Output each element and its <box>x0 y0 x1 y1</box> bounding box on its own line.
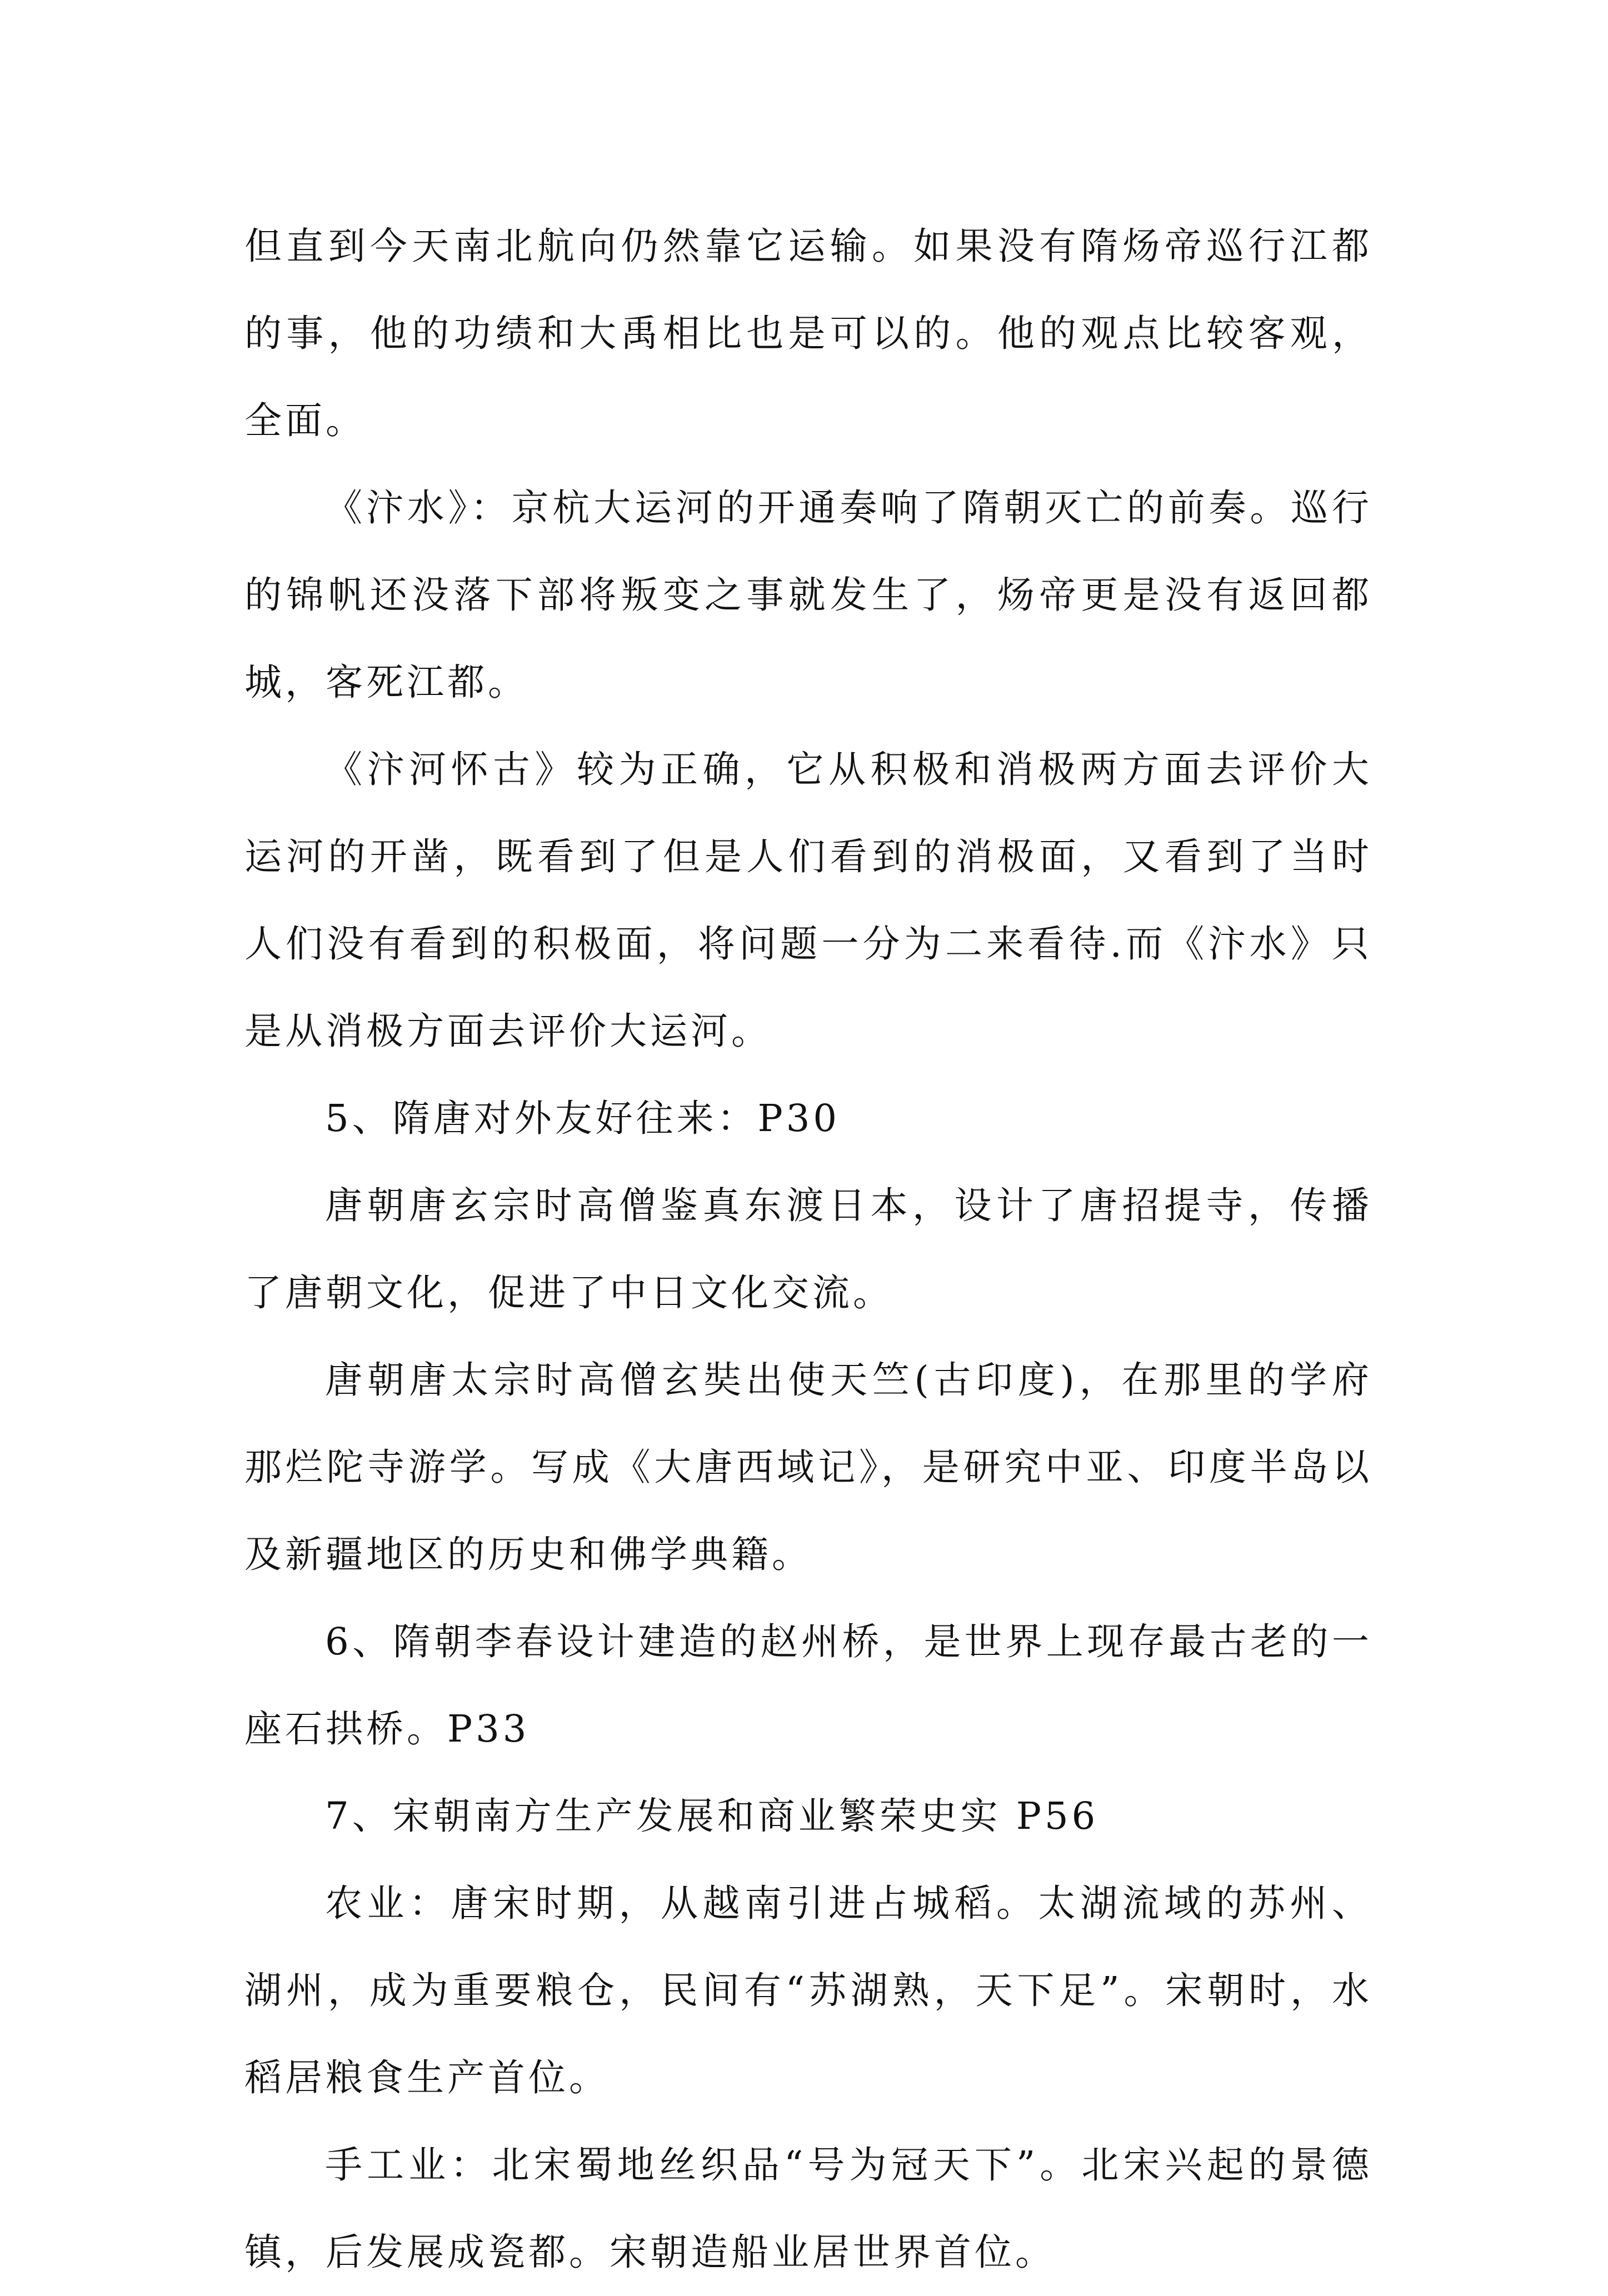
paragraph-bianshui-poem: 《汴水》：京杭大运河的开通奏响了隋朝灭亡的前奏。巡行的锦帆还没落下部将叛变之事就发生了，炀帝更是没有返回都城，客死江都。 <box>244 486 1372 704</box>
paragraph-bianhe-huaigu-comparison: 《汴河怀古》较为正确，它从积极和消极两方面去评价大运河的开凿，既看到了但是人们看到的消极面，又看到了当时人们没有看到的积极面，将问题一分为二来看待.而《汴水》只是从消极方面去评价大运河。 <box>244 748 1372 1053</box>
body-text <box>244 203 1372 2296</box>
section-heading-song-economy: 7、宋朝南方生产发展和商业繁荣史实 P56 <box>325 1794 1099 1838</box>
paragraph-xuanzang: 唐朝唐太宗时高僧玄奘出使天竺(古印度)，在那里的学府那烂陀寺游学。写成《大唐西域记》，是研究中亚、印度半岛以及新疆地区的历史和佛学典籍。 <box>244 1358 1372 1576</box>
section-heading-foreign-relations: 5、隋唐对外友好往来：P30 <box>325 1097 840 1140</box>
paragraph-jianzhen: 唐朝唐玄宗时高僧鉴真东渡日本，设计了唐招提寺，传播了唐朝文化，促进了中日文化交流。 <box>244 1184 1372 1314</box>
section-zhaozhou-bridge: 6、隋朝李春设计建造的赵州桥，是世界上现存最古老的一座石拱桥。P33 <box>244 1620 1372 1750</box>
paragraph-canal-evaluation-end: 但直到今天南北航向仍然靠它运输。如果没有隋炀帝巡行江都的事，他的功绩和大禹相比也是可以的。他的观点比较客观，全面。 <box>244 224 1372 442</box>
paragraph-handicraft: 手工业：北宋蜀地丝织品“号为冠天下”。北宋兴起的景德镇，后发展成瓷都。宋朝造船业居世界首位。 <box>244 2143 1372 2274</box>
paragraph-agriculture: 农业：唐宋时期，从越南引进占城稻。太湖流域的苏州、湖州，成为重要粮仓，民间有“苏湖熟，天下足”。宋朝时，水稻居粮食生产首位。 <box>244 1882 1372 2099</box>
